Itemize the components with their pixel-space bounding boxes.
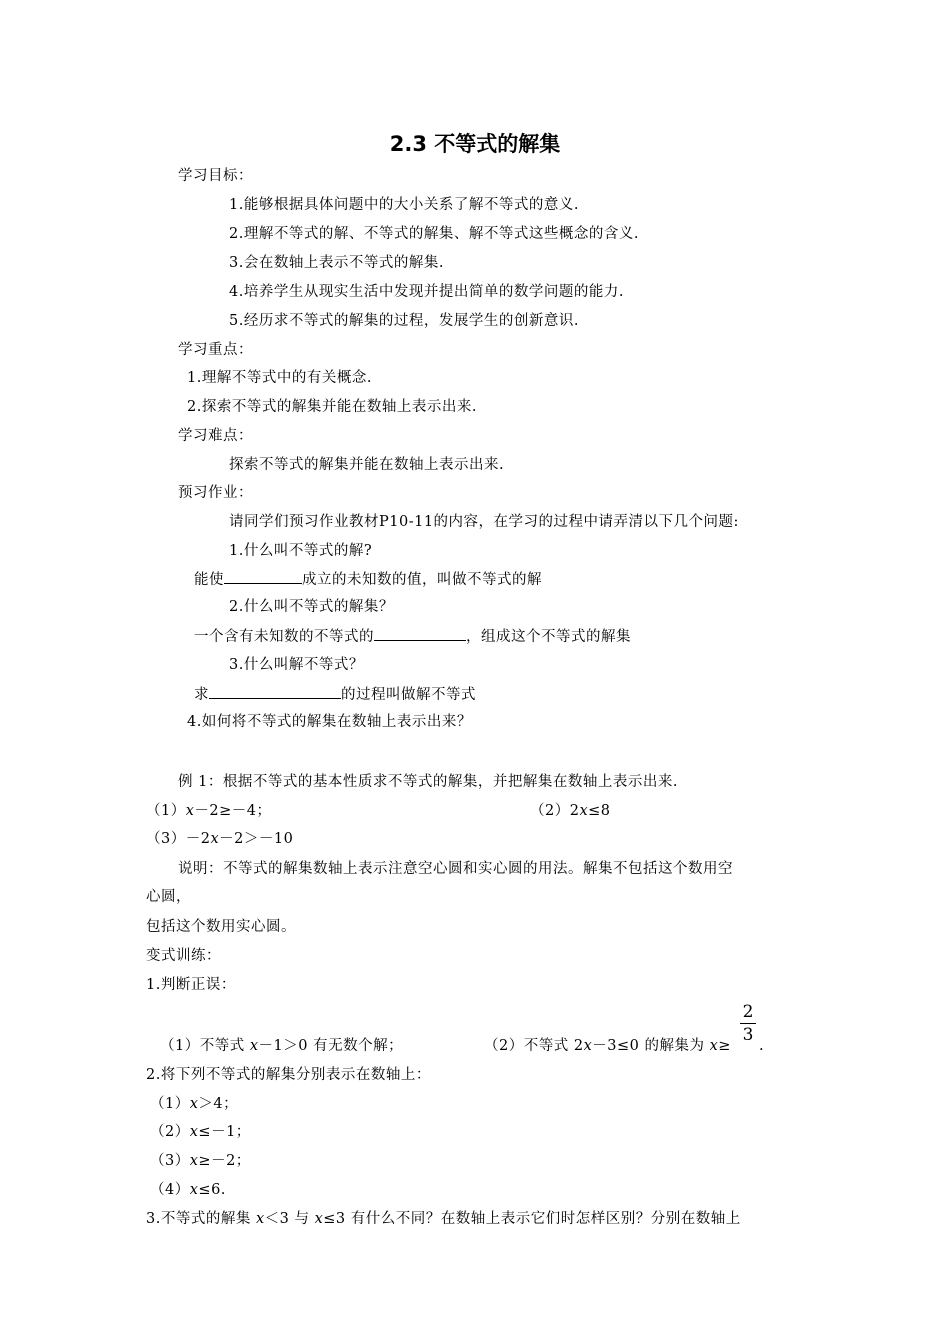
variant-question-3: [146, 1209, 741, 1229]
math-expression: ≤6.: [198, 1182, 226, 1198]
question-text: ≤3 有什么不同？在数轴上表示它们时怎样区别？分别在数轴上: [323, 1211, 741, 1227]
statement-text: （1）不等式: [160, 1038, 250, 1054]
variant-question-2: 2.将下列不等式的解集分别表示在数轴上：: [146, 1067, 431, 1083]
fraction-numerator: 2: [742, 1002, 754, 1022]
fraction-denominator: 3: [742, 1025, 754, 1045]
objective-item: 1.能够根据具体问题中的大小关系了解不等式的意义.: [229, 197, 579, 213]
answer-text: 的过程叫做解不等式: [341, 687, 476, 703]
fill-blank[interactable]: [374, 626, 466, 641]
key-points-heading: 学习重点：: [178, 342, 253, 358]
part-label: （3）－2: [146, 831, 211, 847]
fraction-two-thirds: [740, 1002, 756, 1045]
preview-question-2: 2.什么叫不等式的解集？: [229, 599, 394, 615]
difficulty-heading: 学习难点：: [178, 428, 253, 444]
objective-item: 4.培养学生从现实生活中发现并提出简单的数学问题的能力.: [229, 284, 624, 300]
math-variable: x: [189, 1153, 199, 1169]
preview-answer-1: [194, 569, 542, 590]
variant-q2-item: [150, 1151, 251, 1171]
note-line: 说明：不等式的解集数轴上表示注意空心圆和实心圆的用法。解集不包括这个数用空: [178, 861, 733, 877]
question-text: ＜3 与: [264, 1211, 315, 1227]
statement-period: .: [759, 1038, 765, 1054]
answer-text: ，组成这个不等式的解集: [466, 629, 631, 645]
variant-heading: 变式训练：: [146, 948, 221, 964]
note-line: 包括这个数用实心圆。: [146, 919, 296, 935]
statement-text: （2）不等式 2: [484, 1038, 584, 1054]
math-variable: x: [255, 1211, 265, 1227]
part-label: （1）: [150, 1096, 190, 1112]
math-expression: －2＞－10: [219, 831, 294, 847]
objective-item: 2.理解不等式的解、不等式的解集、解不等式这些概念的含义.: [229, 226, 639, 242]
math-variable: x: [189, 1124, 199, 1140]
math-variable: x: [189, 1096, 199, 1112]
part-label: （2）: [150, 1124, 190, 1140]
statement-text: ≥: [718, 1038, 731, 1054]
math-expression: ＞4；: [198, 1096, 239, 1112]
answer-text: 求: [194, 687, 209, 703]
example-1-part-3: [146, 829, 293, 849]
example-1-part-2: [530, 801, 611, 821]
math-expression: ≤－1；: [198, 1124, 251, 1140]
variant-q2-item: [150, 1122, 251, 1142]
fill-blank[interactable]: [224, 569, 302, 584]
math-variable: x: [210, 831, 220, 847]
example-1-part-1: [146, 801, 272, 821]
math-expression: ≤8: [588, 803, 611, 819]
part-label: （1）: [146, 803, 186, 819]
preview-answer-2: [194, 626, 631, 647]
objectives-heading: 学习目标：: [178, 168, 253, 184]
fraction-bar: [740, 1023, 756, 1024]
math-variable: x: [709, 1038, 719, 1054]
preview-answer-3: [194, 684, 476, 705]
part-label: （3）: [150, 1153, 190, 1169]
example-1-text: 例 1：根据不等式的基本性质求不等式的解集，并把解集在数轴上表示出来.: [178, 774, 678, 790]
objective-item: 3.会在数轴上表示不等式的解集.: [229, 255, 444, 271]
statement-text: －1＞0 有无数个解；: [258, 1038, 404, 1054]
key-point-item: 1.理解不等式中的有关概念.: [187, 370, 372, 386]
variant-question-1: 1.判断正误：: [146, 977, 236, 993]
variant-q1-part-2: [484, 1036, 731, 1056]
math-expression: ≥－2；: [198, 1153, 251, 1169]
answer-text: 能使: [194, 572, 224, 588]
key-point-item: 2.探索不等式的解集并能在数轴上表示出来.: [187, 399, 477, 415]
note-line: 心圆，: [146, 889, 191, 905]
variant-q2-item: [150, 1180, 226, 1200]
answer-text: 成立的未知数的值，叫做不等式的解: [302, 572, 542, 588]
math-variable: x: [185, 803, 195, 819]
page-title: 2.3 不等式的解集: [389, 132, 561, 156]
part-label: （4）: [150, 1182, 190, 1198]
variant-q2-item: [150, 1094, 238, 1114]
difficulty-text: 探索不等式的解集并能在数轴上表示出来.: [229, 457, 505, 473]
math-variable: x: [579, 803, 589, 819]
question-text: 3.不等式的解集: [146, 1211, 256, 1227]
math-expression: －2≥－4；: [194, 803, 272, 819]
preview-question-4: 4.如何将不等式的解集在数轴上表示出来？: [187, 714, 472, 730]
preview-question-3: 3.什么叫解不等式？: [229, 657, 364, 673]
fill-blank[interactable]: [209, 684, 341, 699]
preview-heading: 预习作业：: [178, 485, 253, 501]
math-variable: x: [314, 1211, 324, 1227]
math-variable: x: [189, 1182, 199, 1198]
answer-text: 一个含有未知数的不等式的: [194, 629, 374, 645]
math-variable: x: [583, 1038, 593, 1054]
preview-question-1: 1.什么叫不等式的解?: [229, 543, 373, 559]
preview-intro: 请同学们预习作业教材P10-11的内容，在学习的过程中请弄清以下几个问题:: [229, 514, 739, 530]
variant-q1-part-1: [160, 1036, 403, 1056]
objective-item: 5.经历求不等式的解集的过程，发展学生的创新意识.: [229, 313, 579, 329]
statement-text: －3≤0 的解集为: [592, 1038, 710, 1054]
part-label: （2）2: [530, 803, 580, 819]
math-variable: x: [249, 1038, 259, 1054]
